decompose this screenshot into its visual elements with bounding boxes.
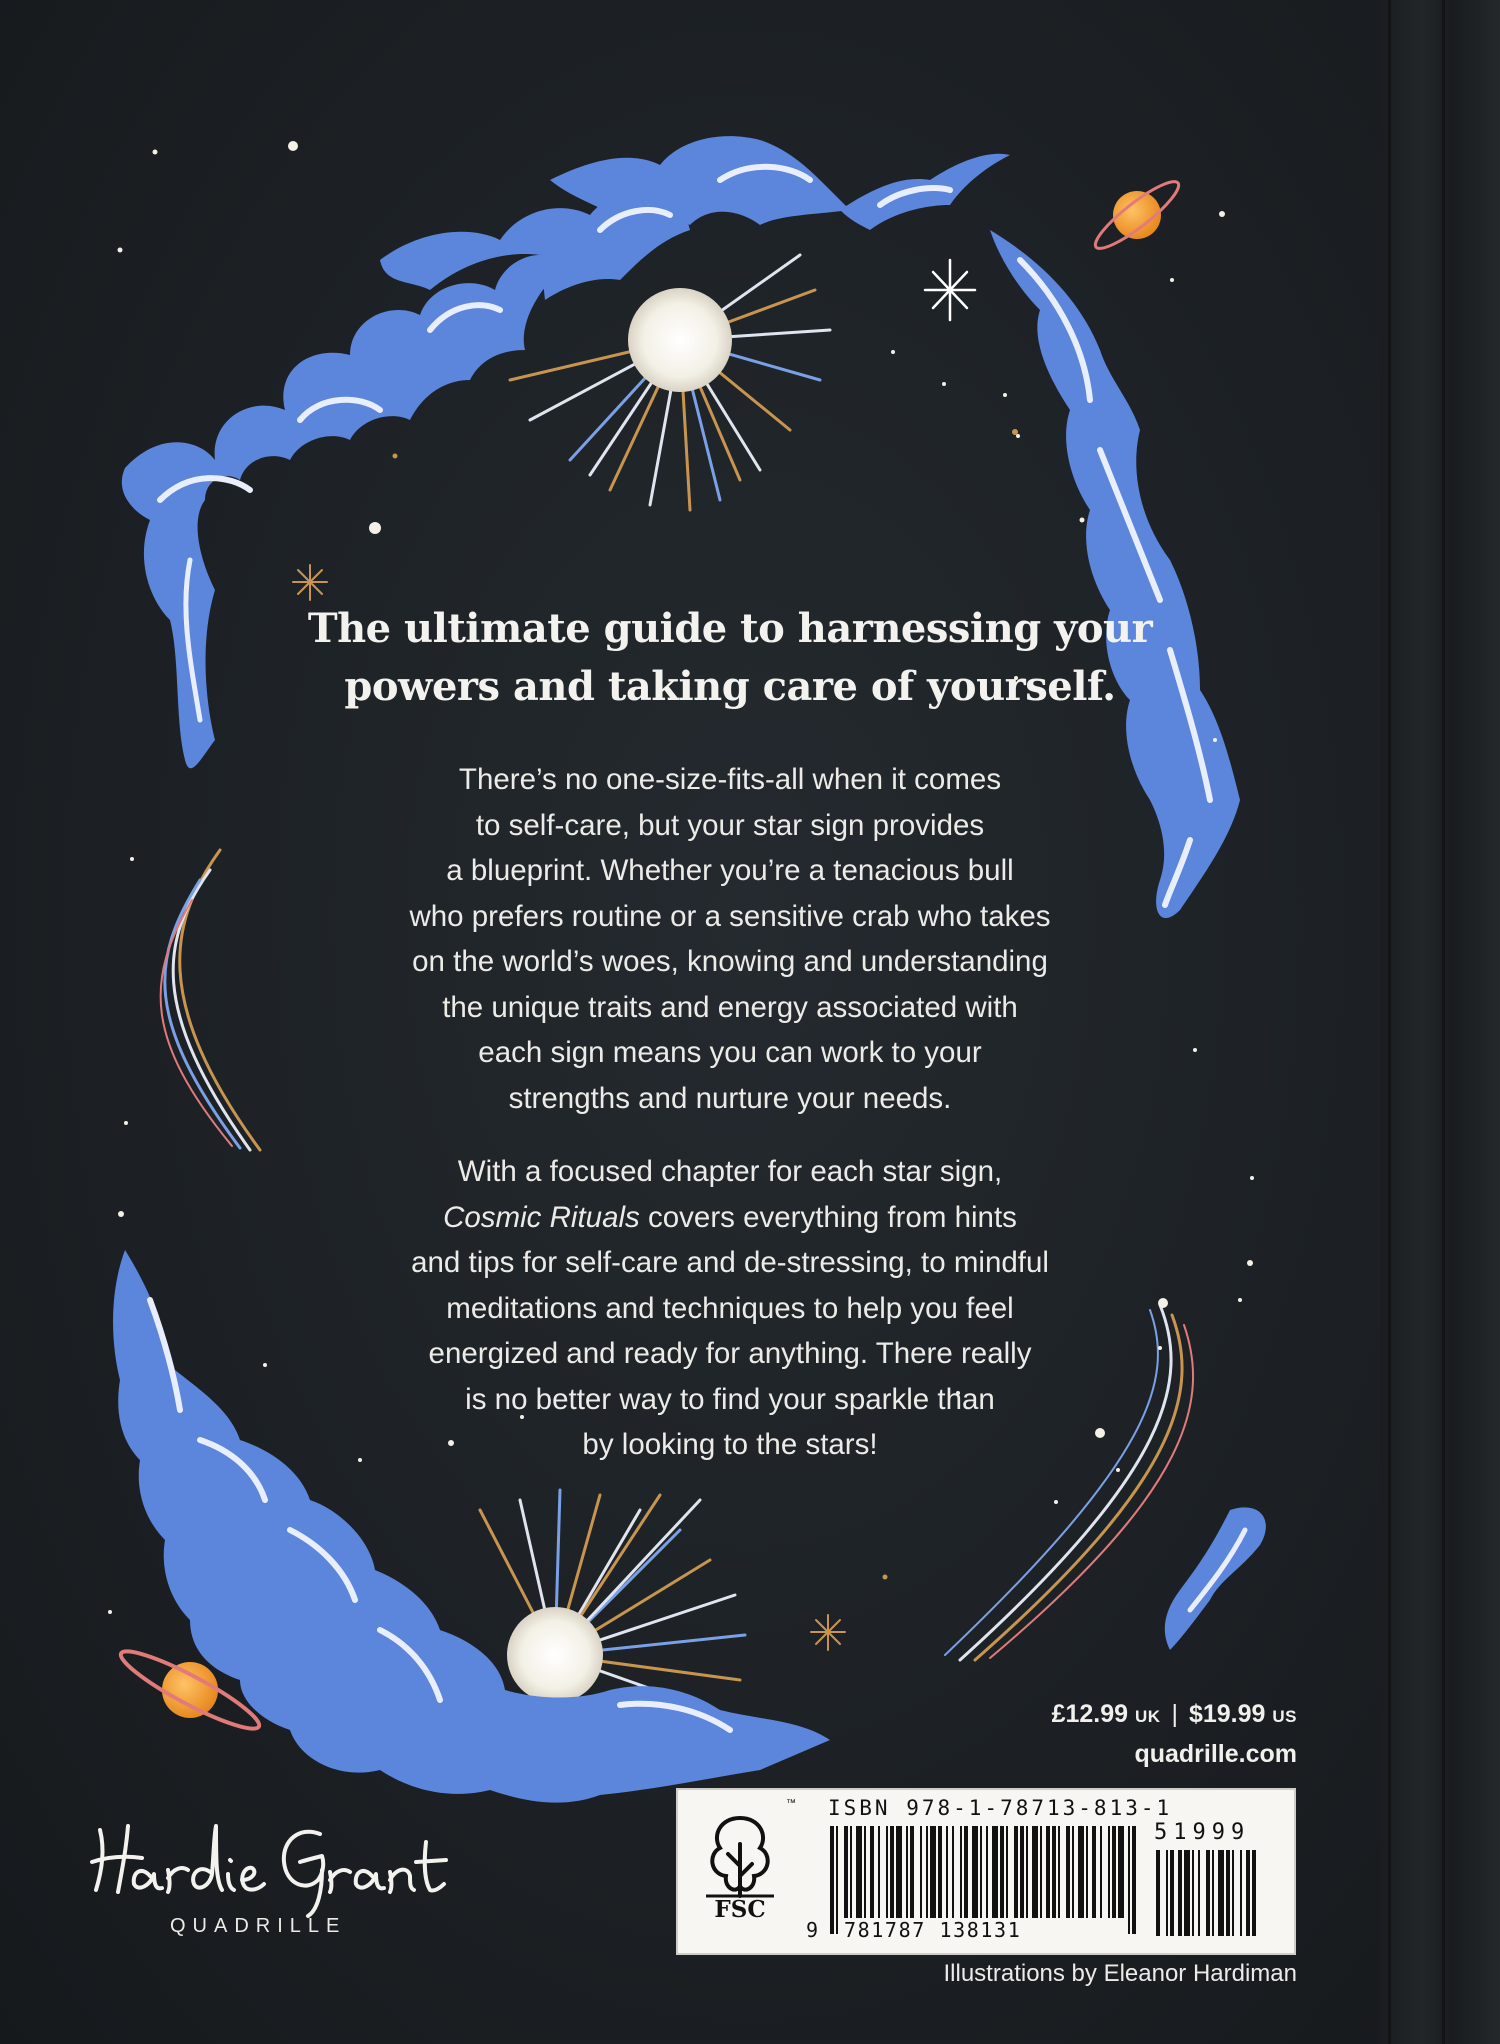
- body-line: who prefers routine or a sensitive crab who takes: [409, 899, 1051, 933]
- barcode-bar: [870, 1826, 874, 1918]
- description-paragraph-1: [320, 757, 1140, 1121]
- barcode-bar: [850, 1826, 852, 1918]
- fsc-label: FSC: [714, 1896, 766, 1923]
- barcode-bar: [856, 1826, 862, 1918]
- body-line: on the world’s woes, knowing and understanding: [412, 945, 1048, 978]
- sparkle-star-icon: [293, 565, 327, 600]
- barcode-addon-bar: [1166, 1850, 1168, 1936]
- barcode-addon-bar: [1178, 1850, 1182, 1936]
- barcode-bar: [1108, 1826, 1110, 1918]
- barcode-bar: [992, 1826, 998, 1918]
- barcode-bar: [1132, 1826, 1136, 1934]
- barcode-bar: [1058, 1826, 1060, 1918]
- planet-icon: [1089, 174, 1186, 257]
- body-line: meditations and techniques to help you feel: [446, 1291, 1014, 1325]
- headline-line: The ultimate guide to harnessing your: [307, 605, 1153, 652]
- barcode-bar: [1086, 1826, 1088, 1918]
- barcode-bar: [938, 1826, 942, 1918]
- spine-groove: [1442, 0, 1445, 2044]
- body-line: a blueprint. Whether you’re a tenacious bull: [446, 854, 1014, 887]
- fsc-trademark: ™: [786, 1798, 796, 1809]
- book-spine: [1380, 0, 1500, 2044]
- publisher-website: quadrille.com: [1134, 1740, 1297, 1768]
- barcode-bar: [906, 1826, 908, 1918]
- barcode-addon-bar: [1192, 1850, 1194, 1936]
- barcode-bar: [1066, 1826, 1070, 1918]
- spine-edge: [1388, 0, 1391, 2044]
- body-line: is no better way to find your sparkle than: [465, 1382, 995, 1416]
- headline: [300, 600, 1160, 716]
- headline-line: powers and taking care of yourself.: [344, 663, 1116, 710]
- barcode-addon-bar: [1240, 1850, 1242, 1936]
- barcode-bar: [836, 1826, 838, 1934]
- bottom-sun-icon: [507, 1607, 603, 1703]
- barcode-panel: [676, 1788, 1296, 1955]
- barcode-bar: [1112, 1826, 1116, 1918]
- barcode-bar: [1118, 1826, 1124, 1918]
- barcode-bar: [972, 1826, 978, 1918]
- barcode-addon-bar: [1218, 1850, 1224, 1936]
- barcode-addon-bar: [1184, 1850, 1190, 1936]
- barcode-bar: [1092, 1826, 1096, 1918]
- imprint-name: QUADRILLE: [170, 1915, 347, 1937]
- barcode-addon-bar: [1170, 1850, 1174, 1936]
- price-uk-value: £12.99: [1051, 1700, 1129, 1728]
- body-line: the unique traits and energy associated with: [442, 990, 1018, 1024]
- barcode-bar: [920, 1826, 922, 1918]
- body-line: each sign means you can work to your: [478, 1036, 982, 1069]
- barcode-addon-bar: [1246, 1850, 1250, 1936]
- barcode-bar: [1040, 1826, 1042, 1918]
- barcode-bar: [1052, 1826, 1056, 1918]
- barcode-bar: [878, 1826, 880, 1918]
- barcode-addon-bar: [1232, 1850, 1234, 1936]
- illustrator-credit: Illustrations by Eleanor Hardiman: [943, 1960, 1297, 1987]
- barcode-bar: [1000, 1826, 1004, 1918]
- barcode-bar: [896, 1826, 902, 1918]
- barcode-bar: [964, 1826, 968, 1918]
- body-line: covers everything from hints: [639, 1200, 1017, 1234]
- barcode-bar: [952, 1826, 954, 1918]
- body-line: and tips for self-care and de-stressing, to mindful: [411, 1246, 1049, 1279]
- barcode-bar: [1020, 1826, 1024, 1918]
- barcode-bar: [1100, 1826, 1102, 1918]
- top-sun-icon: [628, 288, 732, 392]
- barcode-bar: [844, 1826, 848, 1918]
- sparkle-star-icon: [925, 260, 975, 320]
- body-line: energized and ready for anything. There really: [428, 1337, 1032, 1370]
- isbn-label: ISBN 978-1-78713-813-1: [828, 1796, 1173, 1820]
- body-line: by looking to the stars!: [582, 1428, 878, 1461]
- barcode-bar: [1072, 1826, 1074, 1918]
- barcode-bar: [1128, 1826, 1130, 1934]
- body-line: With a focused chapter for each star sign,: [457, 1155, 1003, 1188]
- barcode-bar: [830, 1826, 834, 1934]
- price-separator: |: [1171, 1700, 1178, 1728]
- barcode-bar: [1014, 1826, 1018, 1918]
- barcode-bar: [960, 1826, 962, 1918]
- price-label: [900, 1700, 1297, 1729]
- left-comet-icon: [161, 850, 260, 1150]
- barcode-lead-digit: 9: [806, 1918, 819, 1942]
- barcode-addon-bar: [1226, 1850, 1230, 1936]
- price-us-label: US: [1272, 1707, 1297, 1726]
- barcode-addon-digits: 51999: [1154, 1820, 1251, 1845]
- barcode-bar: [864, 1826, 866, 1918]
- barcode-bar: [890, 1826, 894, 1918]
- body-line: to self-care, but your star sign provides: [475, 808, 985, 842]
- barcode-addon-bar: [1212, 1850, 1214, 1936]
- barcode-bar: [910, 1826, 914, 1918]
- barcode-bar: [926, 1826, 928, 1918]
- barcode-bar: [1078, 1826, 1084, 1918]
- barcode-bar: [1032, 1826, 1038, 1918]
- barcode-bar: [1006, 1826, 1008, 1918]
- barcode-bar: [1026, 1826, 1028, 1918]
- barcode-bar: [946, 1826, 948, 1918]
- barcode-addon-bar: [1156, 1850, 1160, 1936]
- barcode-addon-bar: [1206, 1850, 1210, 1936]
- description-paragraph-2: [320, 1149, 1140, 1468]
- barcode-addon-bar: [1252, 1850, 1256, 1936]
- sparkle-star-icon: [811, 1615, 845, 1650]
- price-uk-label: UK: [1134, 1707, 1161, 1726]
- barcode-digits: 781787 138131: [844, 1918, 1022, 1942]
- body-line: There’s no one-size-fits-all when it comes: [458, 763, 1002, 796]
- barcode-bar: [986, 1826, 988, 1918]
- barcode-bar: [886, 1826, 888, 1918]
- barcode-addon-bar: [1198, 1850, 1200, 1936]
- barcode-bar: [930, 1826, 936, 1918]
- body-line: strengths and nurture your needs.: [508, 1081, 952, 1115]
- price-us-value: $19.99: [1188, 1700, 1266, 1728]
- barcode-bar: [1046, 1826, 1050, 1918]
- book-title-italic: Cosmic Rituals: [443, 1200, 640, 1234]
- hardie-grant-logo: [92, 1826, 446, 1916]
